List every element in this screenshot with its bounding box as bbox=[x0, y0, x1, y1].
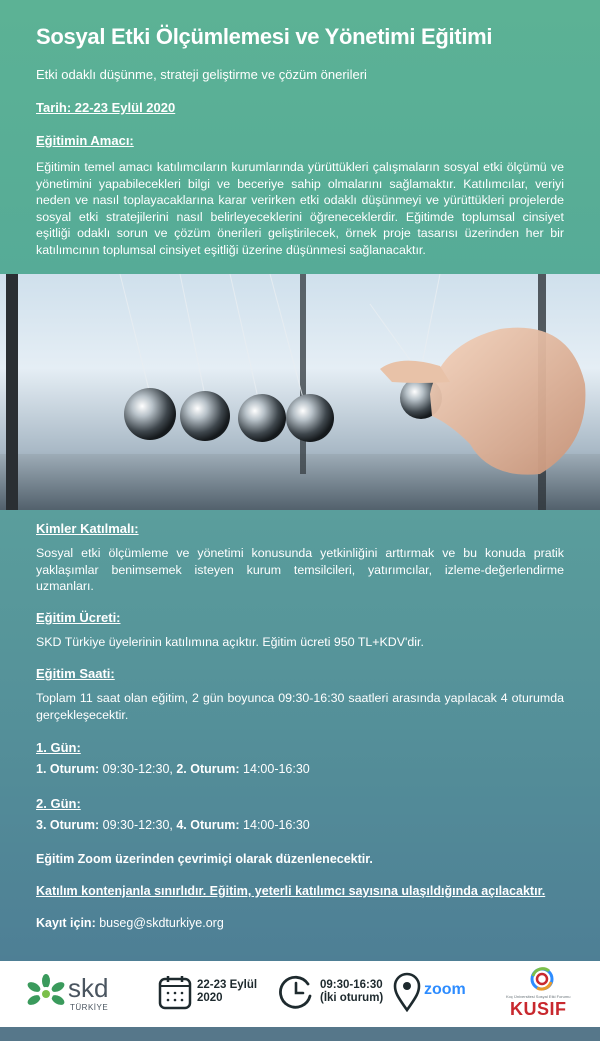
session2-label: 2. Oturum: bbox=[176, 762, 240, 776]
zoom-note: Eğitim Zoom üzerinden çevrimiçi olarak düzenlenecektir. bbox=[36, 852, 373, 866]
capacity-note: Katılım kontenjanla sınırlıdır. Eğitim, yeterli katılımcı sayısına ulaşıldığında açılacaktır. bbox=[36, 884, 546, 898]
registration-email[interactable]: buseg@skdturkiye.org bbox=[95, 916, 224, 930]
zoom-logo: zoom bbox=[424, 981, 466, 998]
footer-bar bbox=[0, 961, 600, 1027]
footer-time-line1: 09:30-16:30 bbox=[320, 979, 383, 991]
session1-time: 09:30-12:30, bbox=[99, 762, 177, 776]
purpose-heading: Eğitimin Amacı: bbox=[36, 133, 134, 148]
fee-heading: Eğitim Ücreti: bbox=[36, 610, 121, 625]
session4-time: 14:00-16:30 bbox=[239, 818, 310, 832]
session1-label: 1. Oturum: bbox=[36, 762, 100, 776]
day1-heading: 1. Gün: bbox=[36, 740, 81, 755]
event-date: Tarih: 22-23 Eylül 2020 bbox=[36, 100, 176, 115]
registration-label: Kayıt için: bbox=[36, 916, 96, 930]
footer-time-line2: (İki oturum) bbox=[320, 992, 384, 1004]
session4-label: 4. Oturum: bbox=[176, 818, 240, 832]
clock-icon bbox=[278, 974, 314, 1010]
audience-heading: Kimler Katılmalı: bbox=[36, 521, 139, 536]
hours-text: Toplam 11 saat olan eğitim, 2 gün boyunca 09:30-16:30 saatleri arasında yapılacak 4 oturumda gerçekleşecektir. bbox=[36, 691, 564, 722]
footer-strip bbox=[0, 1027, 600, 1041]
kusif-tagline: Koç Üniversitesi Sosyal Etki Forumu bbox=[506, 994, 571, 999]
skd-logo-subtext: TÜRKİYE bbox=[70, 1003, 109, 1012]
newtons-cradle-photo bbox=[0, 274, 600, 510]
footer-date bbox=[197, 979, 257, 1005]
kusif-rings-icon bbox=[527, 967, 557, 991]
purpose-text: Eğitimin temel amacı katılımcıların kurumlarında yürüttükleri çalışmaların sosyal etki ölçümü ve yönetimini yapabilecekleri bilgi ve beceriye sahip olmalarını sağlamaktır. Katılımcılar, veriyi neden ve nasıl toplayacaklarına karar verirken etki odaklı düşünmeyi ve yürüttükleri projelerde sosyal etki stratejilerini nasıl belirleyeceklerini öğreneceklerdir. Eğitimde toplumsal cinsiyet eşitliği odaklı sorun ve çözüm önerileri geliştirilecek, örnek proje tasarısı üzerinden her bir katılımcının toplumsal cinsiyet eşitliği üzerine düşünmesi sağlanacaktır. bbox=[36, 160, 564, 257]
footer-date-line1: 22-23 Eylül bbox=[197, 979, 258, 991]
footer-time bbox=[320, 979, 383, 1005]
skd-leaf-logo-icon bbox=[26, 973, 66, 1013]
location-pin-icon bbox=[393, 972, 421, 1012]
page-title: Sosyal Etki Ölçümlemesi ve Yönetimi Eğitimi bbox=[36, 24, 493, 49]
skd-logo-text: skd bbox=[68, 973, 109, 1003]
registration-line bbox=[36, 916, 224, 930]
hours-heading: Eğitim Saati: bbox=[36, 666, 115, 681]
session3-label: 3. Oturum: bbox=[36, 818, 100, 832]
footer-date-line2: 2020 bbox=[197, 992, 223, 1004]
newtons-cradle-illustration bbox=[0, 274, 600, 510]
fee-text: SKD Türkiye üyelerinin katılımına açıktır. Eğitim ücreti 950 TL+KDV'dir. bbox=[36, 635, 424, 649]
session3-time: 09:30-12:30, bbox=[99, 818, 177, 832]
page-subtitle: Etki odaklı düşünme, strateji geliştirme ve çözüm önerileri bbox=[36, 67, 367, 82]
day2-heading: 2. Gün: bbox=[36, 796, 81, 811]
session2-time: 14:00-16:30 bbox=[239, 762, 310, 776]
kusif-logo: KUSIF bbox=[510, 999, 567, 1019]
day2-sessions bbox=[36, 818, 310, 832]
audience-text: Sosyal etki ölçümleme ve yönetimi konusunda yetkinliğini arttırmak ve bu konuda pratik yaklaşımlar benimsemek isteyen kurum temsilcileri, yatırımcılar, izleme-değerlendirme uzmanları. bbox=[36, 546, 564, 593]
day1-sessions bbox=[36, 762, 310, 776]
calendar-icon bbox=[158, 974, 192, 1010]
